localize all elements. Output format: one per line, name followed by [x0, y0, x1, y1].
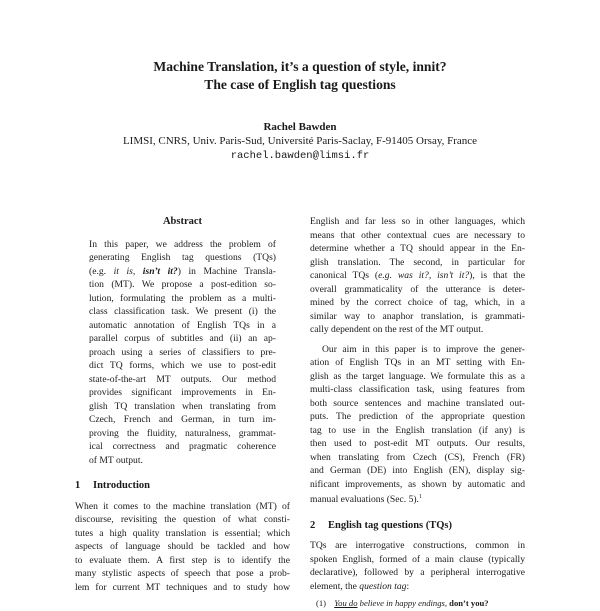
section-1-heading	[75, 479, 290, 493]
text-line	[310, 491, 525, 507]
section-2-number: 2	[310, 519, 316, 531]
eg-bold-italic: isn’t it?	[135, 265, 178, 277]
text-line: automatic annotation of English TQs in a	[89, 319, 276, 331]
eg-italic: it is,	[113, 265, 136, 277]
text-line: lem for current MT techniques and to study how	[75, 581, 290, 593]
section-1-number: 1	[75, 480, 81, 491]
text-line	[310, 269, 525, 283]
text-line: overall grammaticality of the utterance is deter-	[310, 283, 525, 295]
text-line: cally dependent on the rest of the MT output.	[310, 324, 484, 335]
example-tag: don’t you?	[447, 598, 489, 609]
text-line: English and far less so in other languages, which	[310, 216, 525, 227]
text-line: glish TQ translation when translating from	[89, 400, 276, 412]
text-line: When it comes to the machine translation (MT) of	[75, 500, 290, 512]
text-line: discourse, revisiting the question of what consti-	[75, 514, 290, 525]
section-2-title: English tag questions (TQs)	[328, 519, 452, 531]
text-line: Czech, French and German, in turn im-	[89, 414, 276, 425]
eg-suffix: ) in Machine Transla-	[177, 265, 277, 277]
left-column	[75, 215, 290, 594]
text-line: nificant improvements, as shown by automatic and	[310, 478, 525, 490]
last-line-text: manual evaluations (Sec. 5).	[310, 494, 419, 506]
abstract-body	[75, 238, 290, 468]
title-line-2: The case of English tag questions	[204, 77, 396, 92]
text-line: Our aim in this paper is to improve the gener-	[322, 343, 525, 355]
text-line: lution, formulating the problem as a multi-	[89, 292, 276, 304]
text-line	[310, 580, 525, 594]
text-line: glish translation. The second, in particular for	[310, 256, 525, 268]
text-line: then used to post-edit MT outputs. Our results,	[310, 438, 525, 449]
can-italic: e.g. was it?, isn’t it?	[378, 270, 470, 281]
right-column	[310, 215, 525, 611]
text-line: similar way to anaphor translation, is grammati-	[310, 310, 525, 322]
text-line: mined by the correct choice of tag, which, in a	[310, 297, 525, 308]
text-line: of MT output.	[89, 454, 143, 466]
title-line-1: Machine Translation, it’s a question of style, innit?	[153, 59, 447, 74]
text-line: tutes a high quality translation is essential; which	[75, 527, 290, 539]
text-line: dict TQ forms, which we use to post-edit	[89, 360, 276, 371]
abstract-heading: Abstract	[162, 216, 203, 227]
text-line: tag to use in the English translation (if any) is	[310, 424, 525, 436]
paper-title	[0, 58, 600, 94]
text-line: multi-class classification task, using features from	[310, 384, 525, 395]
text-line: spoken English, formed of a main clause (typically	[310, 553, 525, 565]
text-line	[75, 265, 290, 279]
text-line: ation of English TQs in an MT setting with En-	[310, 357, 525, 368]
text-line: glish as the target language. We formulate this as a	[310, 370, 525, 382]
text-line: provides significant improvements in En-	[89, 387, 276, 398]
text-line: class classification task. We present (i) the	[89, 306, 276, 317]
s2-last-italic: question tag	[359, 580, 407, 592]
author-affiliation: LIMSI, CNRS, Univ. Paris-Sud, Université Paris-Saclay, F-91405 Orsay, France	[122, 135, 478, 147]
paragraph-tq-cues	[310, 215, 525, 337]
text-line: puts. The prediction of the appropriate question	[310, 411, 525, 422]
s2-last-suffix: :	[406, 580, 410, 592]
text-line: proach using a series of classifiers to pre-	[89, 346, 276, 358]
text-line: tion (MT). We propose a post-edition so-	[89, 279, 276, 290]
can-prefix: canonical TQs (	[310, 270, 379, 281]
text-line: ical correctness and pragmatic coherence	[89, 441, 276, 452]
text-line: means that other contextual cues are necessary to	[310, 229, 525, 241]
text-line: many stylistic aspects of speech that pose a prob-	[75, 568, 290, 579]
section-2-body	[310, 539, 525, 593]
text-line: and German (DE) into English (EN), display sig-	[310, 465, 525, 476]
introduction-body	[75, 500, 290, 595]
paragraph-aim	[310, 343, 525, 507]
text-line: parallel corpus of subtitles and (ii) an ap-	[89, 333, 276, 344]
text-line: to evaluate them. A first step is to identify the	[75, 554, 290, 566]
example-1	[310, 597, 525, 611]
text-line: aspects of language should be tackled and how	[75, 541, 290, 552]
can-suffix: ), is that the	[469, 270, 525, 281]
author-name: Rachel Bawden	[263, 121, 337, 133]
text-line: both source sentences and machine translated out-	[310, 397, 525, 409]
author-email[interactable]: rachel.bawden@limsi.fr	[230, 150, 370, 162]
text-line: state-of-the-art MT outputs. Our method	[89, 373, 276, 385]
s2-last-prefix: element, the	[310, 580, 360, 592]
section-2-heading	[310, 519, 525, 533]
text-line: determine whether a TQ should appear in the En-	[310, 243, 525, 254]
example-number: (1)	[316, 598, 327, 609]
example-underlined: You do	[334, 598, 358, 609]
text-line: when translating from Czech (CS), French (FR)	[310, 451, 525, 463]
section-1-title: Introduction	[93, 480, 150, 491]
text-line: In this paper, we address the problem of	[89, 238, 276, 250]
text-line: generating English tag questions (TQs)	[89, 252, 276, 263]
text-line: TQs are interrogative constructions, common in	[310, 540, 525, 552]
eg-prefix: (e.g.	[89, 265, 114, 277]
text-line: proving the fluidity, naturalness, grammat-	[89, 427, 276, 439]
text-line: declarative), followed by a peripheral interrogative	[310, 567, 525, 579]
example-italic: believe in happy endings,	[357, 598, 448, 609]
footnote-mark: 1	[418, 494, 422, 500]
